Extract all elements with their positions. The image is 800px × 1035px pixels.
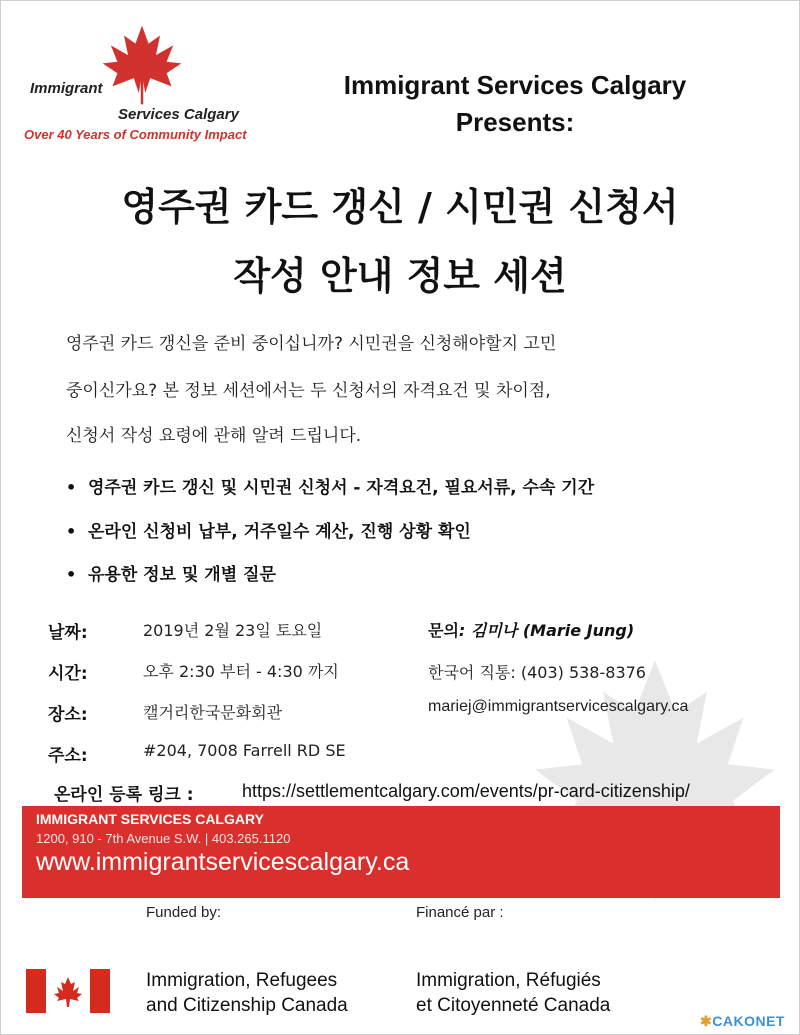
date-label: 날짜: [48, 623, 88, 643]
contact-heading [428, 618, 634, 641]
gov-en-line2: and Citizenship Canada [146, 995, 348, 1016]
bullet-item [66, 473, 594, 498]
registration-label: 온라인 등록 링크 : [54, 785, 194, 805]
intro-line3: 신청서 작성 요령에 관해 알려 드립니다. [66, 426, 362, 446]
gov-fr-line1: Immigration, Réfugiés [416, 970, 601, 991]
page-title-line2: 작성 안내 정보 세션 [233, 254, 567, 298]
time-value: 오후 2:30 부터 - 4:30 까지 [143, 662, 339, 681]
place-label: 장소: [48, 705, 88, 725]
place-value: 캘거리한국문화회관 [143, 703, 283, 722]
bullet-text: 온라인 신청비 납부, 거주일수 계산, 진행 상황 확인 [88, 522, 471, 542]
logo-word-immigrant: Immigrant [30, 80, 103, 97]
gov-en-line1: Immigration, Refugees [146, 970, 338, 991]
presenter-line2: Presents: [455, 107, 575, 137]
footer-website-link[interactable]: www.immigrantservicescalgary.ca [36, 848, 410, 876]
bullet-dot-icon: • [66, 565, 77, 584]
footer-org-name: IMMIGRANT SERVICES CALGARY [36, 811, 264, 827]
contact-email-link[interactable]: mariej@immigrantservicescalgary.ca [428, 698, 689, 715]
address-label: 주소: [48, 746, 88, 766]
bullet-dot-icon: • [66, 478, 77, 497]
contact-label: 문의 [428, 621, 459, 640]
contact-name: : 김미나 (Marie Jung) [458, 621, 635, 640]
government-name-english [146, 968, 348, 1018]
funded-by-label: Funded by: [146, 904, 222, 921]
footer-address: 1200, 910 - 7th Avenue S.W. | 403.265.1120 [36, 831, 291, 846]
address-value: #204, 7008 Farrell RD SE [143, 741, 346, 760]
gov-fr-line2: et Citoyenneté Canada [416, 995, 611, 1016]
logo-tagline: Over 40 Years of Community Impact [24, 127, 247, 142]
bullet-text: 영주권 카드 갱신 및 시민권 신청서 - 자격요건, 필요서류, 수속 기간 [88, 478, 595, 498]
bullet-item [66, 560, 276, 585]
finance-par-label: Financé par : [416, 904, 504, 921]
intro-line1: 영주권 카드 갱신을 준비 중이십니까? 시민권을 신청해야할지 고민 [66, 334, 557, 354]
date-value: 2019년 2월 23일 토요일 [143, 621, 323, 640]
bullet-text: 유용한 정보 및 개별 질문 [88, 565, 276, 585]
bullet-item [66, 517, 471, 542]
star-icon: ✱ [700, 1013, 713, 1029]
presenter-heading [300, 67, 730, 141]
maple-leaf-logo-icon [98, 24, 186, 106]
page-title-line1: 영주권 카드 갱신 / 시민권 신청서 [121, 185, 679, 229]
canada-flag-icon [26, 969, 110, 1013]
government-name-french [416, 968, 610, 1018]
presenter-line1: Immigrant Services Calgary [343, 70, 687, 100]
registration-link[interactable]: https://settlementcalgary.com/events/pr-card-citizenship/ [242, 781, 690, 801]
logo-word-services-calgary: Services Calgary [118, 106, 239, 123]
watermark [700, 1013, 785, 1030]
contact-phone: 한국어 직통: (403) 538-8376 [428, 663, 646, 682]
watermark-text: CAKONET [712, 1013, 785, 1029]
bullet-dot-icon: • [66, 522, 77, 541]
intro-line2: 중이신가요? 본 정보 세션에서는 두 신청서의 자격요건 및 차이점, [66, 381, 551, 401]
time-label: 시간: [48, 664, 88, 684]
